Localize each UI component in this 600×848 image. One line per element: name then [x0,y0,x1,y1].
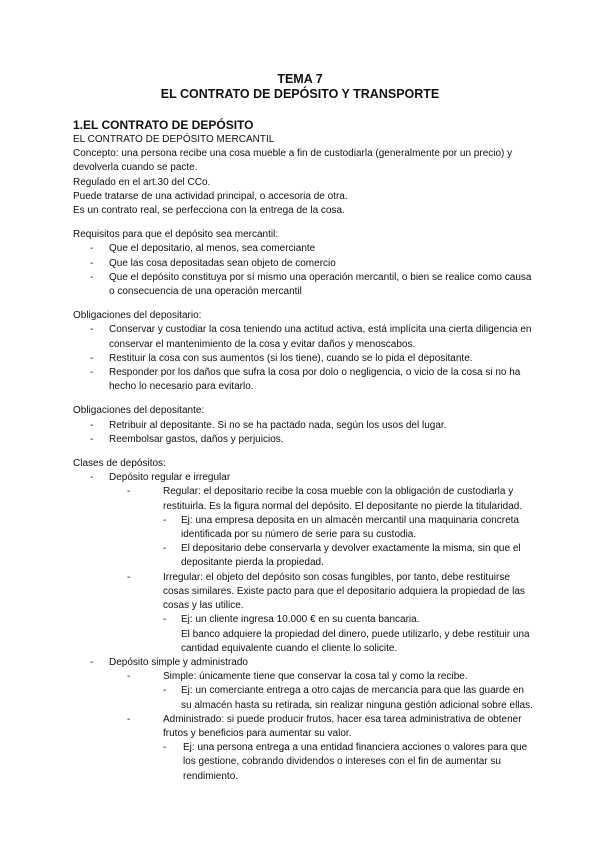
list-item: - Que las cosa depositadas sean objeto de comercio [90,257,336,269]
list-item: - El depositario debe conservarla y devolver exactamente la misma, sin que el depositante pierda la propiedad. [163,543,521,569]
list-item: - Simple: únicamente tiene que conservar la cosa tal y como la recibe. [127,671,468,683]
requisitos-label: Requisitos para que el depósito sea mercantil: [73,229,279,241]
list-item: - Que el depósito constituya por sí mismo una operación mercantil, o bien se realice como causa o consecuencia de una operación mercantil [90,271,532,298]
list-item: - Regular: el depositario recibe la cosa mueble con la obligación de custodiarla y restituirla. Es la figura normal del depósito. El depositante no pierde la titularidad. [127,486,523,512]
list-item: - Ej: una persona entrega a una entidad financiera acciones o valores para que los gestione, cobrando dividendos o intereses con el fin de aumentar su rendimiento. [163,742,528,782]
paragraph-line: devolverla cuando se pacte. [73,162,198,174]
list-item: - Irregular: el objeto del depósito son cosas fungibles, por tanto, debe restituirse cosas similares. Existe pacto para que el depositario adquiera la propiedad de las cosas y las utilice. [127,571,525,612]
list-item: - Restituir la cosa con sus aumentos (si los tiene), cuando se lo pida el depositante. [90,352,473,364]
paragraph-line: Concepto: una persona recibe una cosa mueble a fin de custodiarla (generalmente por un precio) y [73,148,513,160]
list-item: El banco adquiere la propiedad del dinero, puede utilizarlo, y debe restituir una cantidad equivalente cuando el cliente lo solicite. [181,628,530,654]
clases-label: Clases de depósitos: [73,458,166,470]
list-item: - Que el depositario, al menos, sea comerciante [90,243,316,255]
list-item: - Depósito regular e irregular [90,472,231,484]
obligaciones-depositario-label: Obligaciones del depositario: [73,310,202,322]
page-title: TEMA 7 [277,72,323,86]
list-item: - Reembolsar gastos, daños y perjuicios. [90,433,284,445]
list-item: - Ej: una empresa deposita en un almacén mercantil una maquinaria concreta identificada por su número de serie para su custodia. [163,514,519,541]
list-item: - Conservar y custodiar la cosa teniendo una actitud activa, está implícita una cierta diligencia en conservar el mantenimiento de la cosa y evitar daños y menoscabos. [90,324,532,350]
paragraph-line: Regulado en el art.30 del CCo. [73,176,211,188]
paragraph-line: Es un contrato real, se perfecciona con la entrega de la cosa. [73,205,345,217]
page-subtitle: EL CONTRATO DE DEPÓSITO Y TRANSPORTE [160,87,440,101]
requisitos-list [73,242,533,299]
list-item: - Ej: un cliente ingresa 10.000 € en su cuenta bancaria. [163,614,420,626]
list-item: - Depósito simple y administrado [90,656,248,668]
obligaciones-depositario-list [73,323,533,394]
clases-list [73,471,533,783]
list-item: - Responder por los daños que sufra la cosa por dolo o negligencia, o vicio de la cosa si no ha hecho lo necesario para evitarlo. [90,367,521,393]
obligaciones-depositante-label: Obligaciones del depositante: [73,405,205,417]
paragraph-line: Puede tratarse de una actividad principal, o accesoria de otra. [73,190,348,202]
obligaciones-depositante-list [73,419,533,447]
list-item: - Administrado: si puede producir frutos, hacer esa tarea administrativa de obtener frutos y beneficios para aumentar su valor. [127,713,522,739]
section-heading: 1.EL CONTRATO DE DEPÓSITO [73,118,254,132]
list-item: - Ej: un comerciante entrega a otro cajas de mercancía para que las guarde en su almacén hasta su retirada, sin realizar ninguna gestión adicional sobre ellas. [163,685,533,711]
section-subheading: EL CONTRATO DE DEPÓSITO MERCANTIL [73,134,275,145]
list-item: - Retribuir al depositante. Si no se ha pactado nada, según los usos del lugar. [90,419,447,431]
document-body [73,118,533,784]
